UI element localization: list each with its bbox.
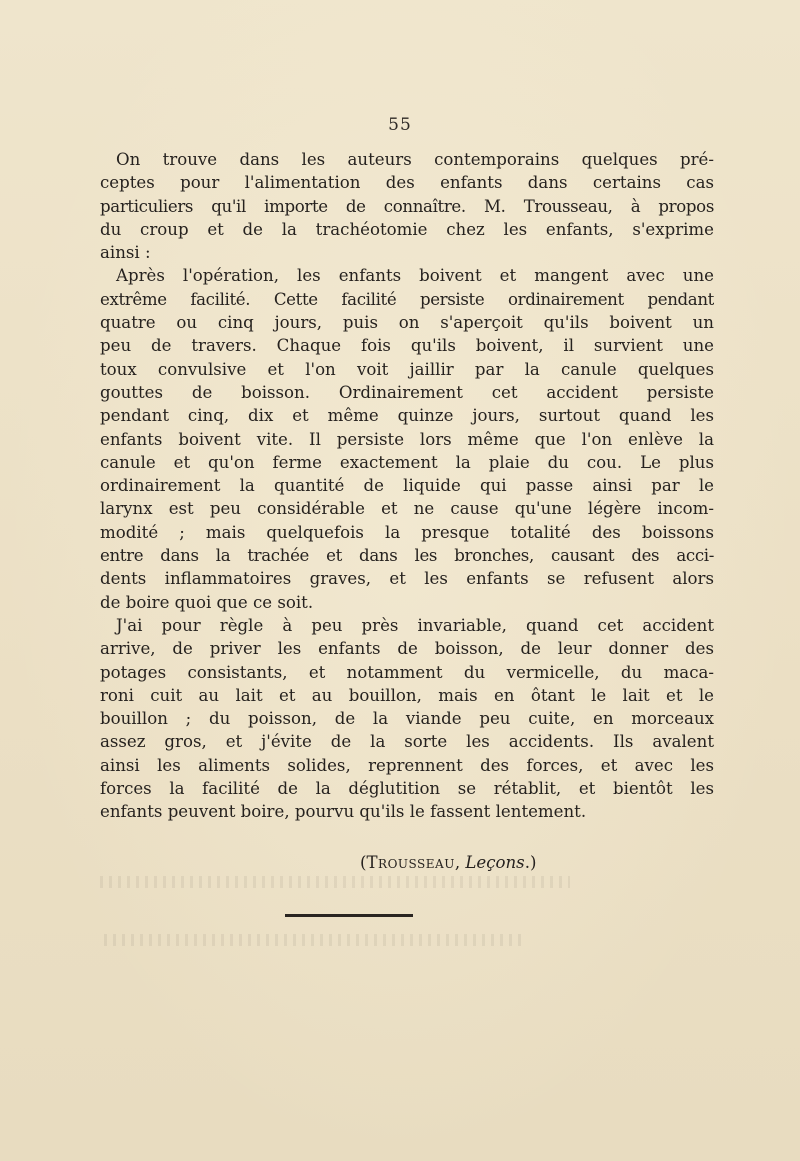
section-divider xyxy=(285,914,413,917)
text-line: du croup et de la trachéotomie chez les enfants, s'exprime xyxy=(100,219,714,239)
text-line: bouillon ; du poisson, de la viande peu cuite, en morceaux xyxy=(100,709,714,729)
text-line: ordinairement la quantité de liquide qui passe ainsi par le xyxy=(100,476,714,496)
text-line: ainsi : xyxy=(100,243,151,263)
text-line: modité ; mais quelquefois la presque totalité des boissons xyxy=(100,522,714,542)
citation-author: Trousseau xyxy=(366,853,455,872)
text-line: roni cuit au lait et au bouillon, mais en ôtant le lait et le xyxy=(100,685,714,705)
text-line: quatre ou cinq jours, puis on s'aperçoit qu'ils boivent un xyxy=(100,313,714,333)
text-line: arrive, de priver les enfants de boisson, de leur donner des xyxy=(100,639,714,659)
text-line: assez gros, et j'évite de la sorte les accidents. Ils avalent xyxy=(100,732,714,752)
text-line: extrême facilité. Cette facilité persiste ordinairement pendant xyxy=(100,289,714,309)
citation-close: .) xyxy=(524,853,537,872)
citation-separator: , xyxy=(454,853,466,872)
text-line: larynx est peu considérable et ne cause qu'une légère incom- xyxy=(100,499,714,519)
text-line: pendant cinq, dix et même quinze jours, surtout quand les xyxy=(100,406,714,426)
text-line: ainsi les aliments solides, reprennent des forces, et avec les xyxy=(100,755,714,775)
text-line: enfants peuvent boire, pourvu qu'ils le fassent lentement. xyxy=(100,802,587,822)
text-line: forces la facilité de la déglutition se rétablit, et bientôt les xyxy=(100,779,714,799)
citation-open: ( xyxy=(360,853,367,872)
text-line: de boire quoi que ce soit. xyxy=(100,592,314,612)
show-through-trace xyxy=(104,934,524,946)
text-line: On trouve dans les auteurs contemporains quelques pré- xyxy=(116,150,714,169)
text-line: enfants boivent vite. Il persiste lors même que l'on enlève la xyxy=(100,429,714,449)
text-line: canule et qu'on ferme exactement la plaie du cou. Le plus xyxy=(100,452,714,472)
text-line: dents inflammatoires graves, et les enfants se refusent alors xyxy=(100,569,714,589)
text-line: toux convulsive et l'on voit jaillir par la canule quelques xyxy=(100,359,714,379)
body-text xyxy=(100,148,714,824)
citation-work: Leçons xyxy=(465,853,525,872)
citation xyxy=(360,853,536,872)
show-through-trace xyxy=(100,876,570,888)
text-line: J'ai pour règle à peu près invariable, quand cet accident xyxy=(116,615,714,635)
text-line: ceptes pour l'alimentation des enfants dans certains cas xyxy=(100,173,714,193)
text-line: particuliers qu'il importe de connaître. M. Trousseau, à propos xyxy=(100,196,714,216)
text-line: entre dans la trachée et dans les bronches, causant des acci- xyxy=(100,546,714,566)
text-line: gouttes de boisson. Ordinairement cet accident persiste xyxy=(100,382,714,402)
text-line: peu de travers. Chaque fois qu'ils boivent, il survient une xyxy=(100,336,714,356)
text-line: potages consistants, et notamment du vermicelle, du maca- xyxy=(100,662,714,682)
text-line: Après l'opération, les enfants boivent et mangent avec une xyxy=(116,266,714,286)
page-number: 55 xyxy=(388,115,412,135)
